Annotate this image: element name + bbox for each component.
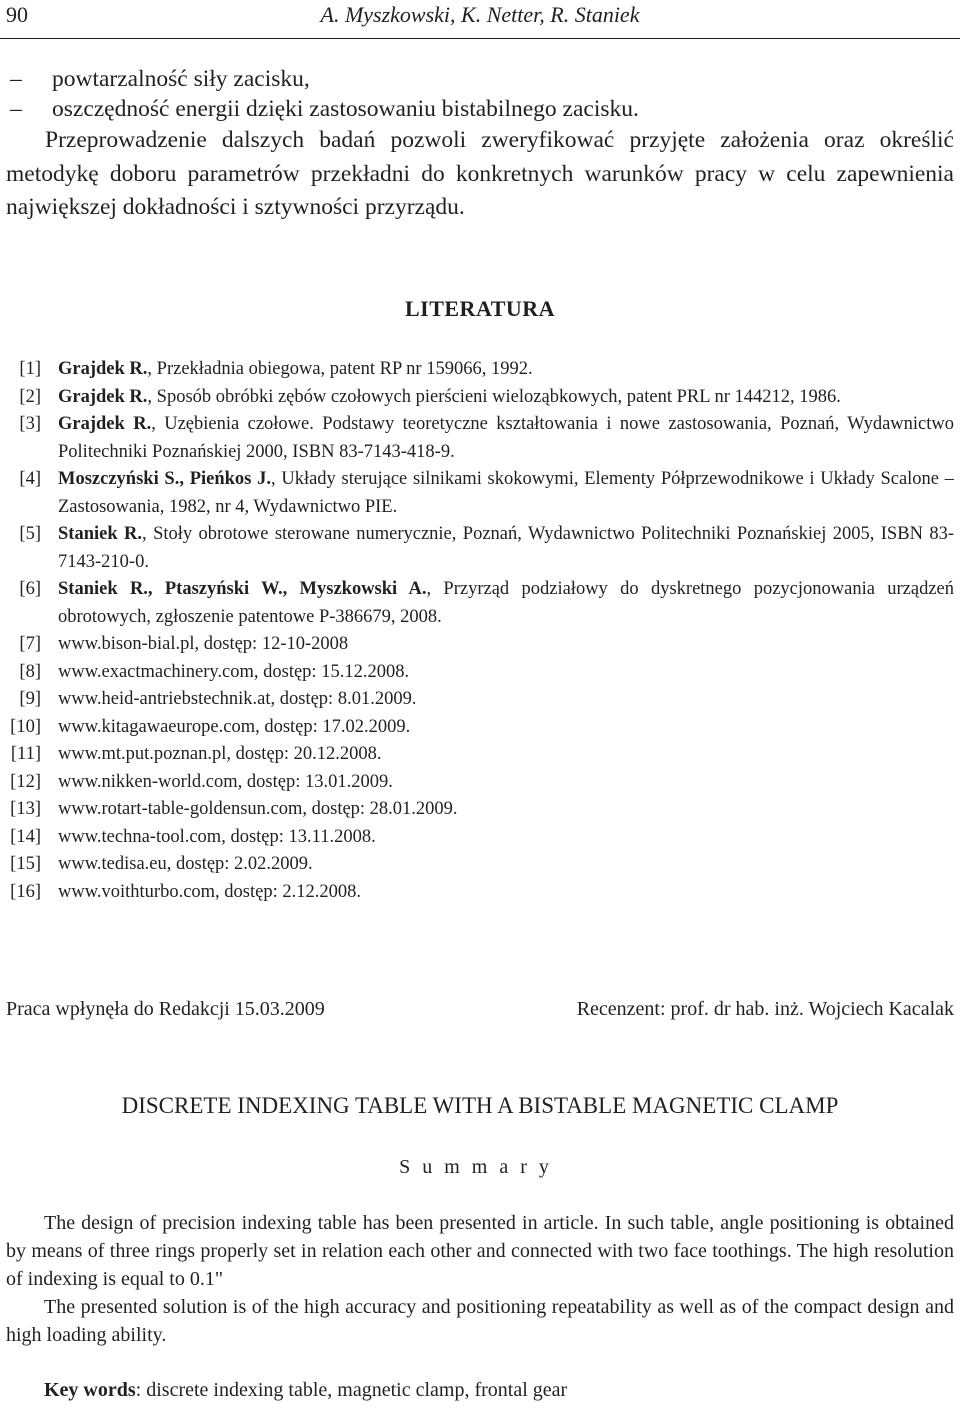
reference-text <box>58 359 533 379</box>
reference-text <box>58 634 348 654</box>
reference-details: , Uzębienia czołowe. Podstawy teoretyczne kształtowania i nowe zastosowania, Poznań, Wydawnictwo Politechniki Poznańskiej 2000, ISBN 83-7143-418-9. <box>58 414 954 462</box>
reference-number: [11] <box>10 744 41 764</box>
reference-author: Staniek R. <box>58 524 143 544</box>
received-date: Praca wpłynęła do Redakcji 15.03.2009 <box>6 998 325 1020</box>
english-title: DISCRETE INDEXING TABLE WITH A BISTABLE MAGNETIC CLAMP <box>121 1093 839 1118</box>
reference-text <box>58 799 458 819</box>
reference-item <box>0 576 954 631</box>
reference-item <box>0 384 954 412</box>
reference-text <box>58 854 313 874</box>
bullet-dash: – <box>10 96 22 122</box>
page-header <box>0 0 960 39</box>
reference-number: [5] <box>19 524 41 544</box>
reference-item <box>0 466 954 521</box>
summary-heading: Summary <box>399 1156 561 1178</box>
reference-text <box>58 882 361 902</box>
reference-number: [8] <box>19 661 41 682</box>
reference-number: [15] <box>10 854 41 874</box>
reference-item <box>0 686 954 714</box>
reference-item <box>0 631 954 659</box>
reference-author: Grajdek R. <box>58 359 148 379</box>
reference-details: www.tedisa.eu, dostęp: 2.02.2009. <box>58 854 313 874</box>
reference-text <box>58 717 410 737</box>
reference-author: Grajdek R. <box>58 414 152 434</box>
reference-number: [12] <box>10 771 41 792</box>
running-head: A. Myszkowski, K. Netter, R. Staniek <box>320 2 640 27</box>
reference-text <box>58 744 382 764</box>
reference-details: www.kitagawaeurope.com, dostęp: 17.02.2009. <box>58 716 411 737</box>
reference-details: , Stoły obrotowe sterowane numerycznie, Poznań, Wydawnictwo Politechniki Poznańskiej 2005, ISBN 83-7143-210-0. <box>58 524 954 572</box>
reference-text <box>58 689 416 709</box>
reference-number: [1] <box>19 359 41 379</box>
reference-details: www.exactmachinery.com, dostęp: 15.12.2008. <box>58 661 410 682</box>
reference-text <box>58 827 376 847</box>
reference-text <box>58 579 954 627</box>
reference-details: www.techna-tool.com, dostęp: 13.11.2008. <box>58 826 376 847</box>
reference-details: www.nikken-world.com, dostęp: 13.01.2009. <box>58 771 393 792</box>
reference-item <box>0 879 954 907</box>
bullet-item <box>6 94 954 124</box>
reference-details: www.bison-bial.pl, dostęp: 12-10-2008 <box>58 634 349 654</box>
reference-item <box>0 521 954 576</box>
keywords <box>44 1379 567 1402</box>
page-number: 90 <box>6 2 28 27</box>
reference-text <box>58 469 954 517</box>
reference-number: [6] <box>19 579 41 599</box>
reference-item <box>0 769 954 797</box>
keywords-label: Key words <box>44 1379 136 1401</box>
bullet-text: oszczędność energii dzięki zastosowaniu bistabilnego zacisku. <box>52 96 639 122</box>
reference-details: www.voithturbo.com, dostęp: 2.12.2008. <box>58 881 362 902</box>
keywords-text: : discrete indexing table, magnetic clamp, frontal gear <box>135 1379 568 1401</box>
summary-paragraph: The presented solution is of the high accuracy and positioning repeatability as well as of the compact design and high loading ability. <box>6 1296 954 1346</box>
reference-item <box>0 356 954 384</box>
reference-text <box>58 772 393 792</box>
bullet-item <box>6 64 954 94</box>
reference-list <box>0 356 954 906</box>
reference-author: Moszczyński S., Pieńkos J. <box>58 469 271 489</box>
reviewer-line: Recenzent: prof. dr hab. inż. Wojciech Kacalak <box>576 998 954 1020</box>
reference-author: Grajdek R. <box>58 386 148 407</box>
reference-details: , Przekładnia obiegowa, patent RP nr 159066, 1992. <box>147 359 533 379</box>
reference-details: www.heid-antriebstechnik.at, dostęp: 8.01.2009. <box>58 689 417 709</box>
reference-number: [3] <box>19 414 41 434</box>
reference-number: [7] <box>19 634 41 654</box>
reference-item <box>0 796 954 824</box>
reference-item <box>0 851 954 879</box>
bullet-dash: – <box>10 66 22 92</box>
reference-number: [16] <box>10 881 41 902</box>
summary-paragraph: The design of precision indexing table has been presented in article. In such table, angle positioning is obtained by means of three rings properly set in relation each other and connected with two face toothings. The high resolution of indexing is equal to 0.1" <box>6 1212 954 1290</box>
reference-details: www.rotart-table-goldensun.com, dostęp: 28.01.2009. <box>58 799 458 819</box>
reference-text <box>58 662 409 682</box>
reference-number: [14] <box>10 826 41 847</box>
summary-section <box>6 1209 954 1349</box>
reference-text <box>58 524 954 572</box>
reference-number: [9] <box>19 689 41 709</box>
bullet-text: powtarzalność siły zacisku, <box>52 66 310 92</box>
intro-section <box>6 64 954 225</box>
reference-details: , Przyrząd podziałowy do dyskretnego pozycjonowania urządzeń obrotowych, zgłoszenie patentowe P-386679, 2008. <box>58 579 955 627</box>
reference-details: , Układy sterujące silnikami skokowymi, Elementy Półprzewodnikowe i Układy Scalone – Zastosowania, 1982, nr 4, Wydawnictwo PIE. <box>58 469 954 517</box>
reference-number: [2] <box>19 386 41 407</box>
reference-details: www.mt.put.poznan.pl, dostęp: 20.12.2008. <box>58 744 382 764</box>
reference-item <box>0 741 954 769</box>
reference-number: [10] <box>10 716 41 737</box>
reference-item <box>0 714 954 742</box>
reference-number: [4] <box>19 469 41 489</box>
reference-text <box>58 414 954 462</box>
reference-item <box>0 411 954 466</box>
reference-number: [13] <box>10 799 41 819</box>
reference-text <box>58 387 841 407</box>
reference-author: Staniek R., Ptaszyński W., Myszkowski A. <box>58 579 427 599</box>
conclusion-paragraph: Przeprowadzenie dalszych badań pozwoli zweryfikować przyjęte założenia oraz określić metodykę doboru parametrów przekładni do konkretnych warunków pracy w celu zapewnienia największej dokładności i sztywności przyrządu. <box>6 127 954 220</box>
reference-item <box>0 659 954 687</box>
reference-item <box>0 824 954 852</box>
literature-heading: LITERATURA <box>404 296 556 321</box>
reference-details: , Sposób obróbki zębów czołowych pierścieni wieloząbkowych, patent PRL nr 144212, 1986. <box>147 386 841 407</box>
